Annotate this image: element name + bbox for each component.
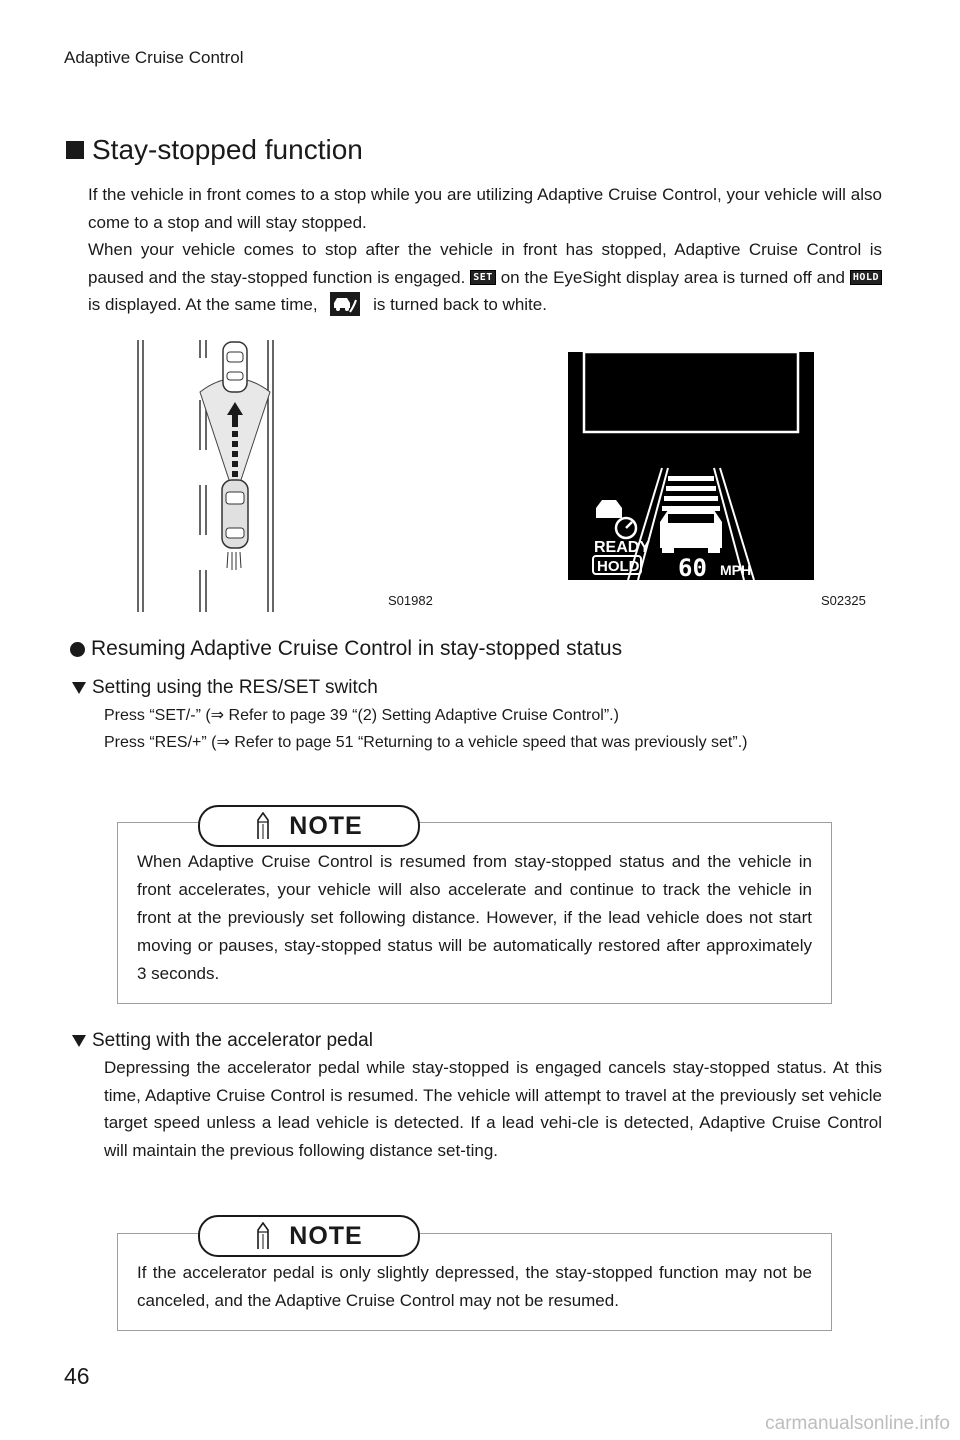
eyesight-display [568,352,814,580]
intro-text [88,181,882,325]
section-title: Stay-stopped function [92,134,363,165]
display-hold-label: HOLD [597,558,640,575]
square-bullet-icon [66,141,84,159]
lead-car-icon [223,342,247,392]
car-speedometer-icon [596,500,636,538]
triangle-bullet-icon [72,682,86,694]
intro-p2-a: When your vehicle comes to stop after the vehicle in front has stopped, Adaptive Cruise Control is paused and the stay-stopped function is engaged. [88,240,882,287]
pedal-heading: Setting with the accelerator pedal [72,1030,373,1052]
note-text-1: When Adaptive Cruise Control is resumed from stay-stopped status and the vehicle in front accelerates, your vehicle will also accelerate and continue to track the vehicle in front at the previously set following distance. However, if the lead vehicle does not start moving or pauses, stay-stopped status will be automatically restored after approximately 3 seconds. [137,852,812,983]
note-label-1: NOTE [198,805,420,847]
intro-p2-b: on the EyeSight display area is turned off and [500,267,845,287]
triangle-bullet-icon [72,1035,86,1047]
note-label-2: NOTE [198,1215,420,1257]
resume-heading: Resuming Adaptive Cruise Control in stay-stopped status [70,637,622,661]
lane-illustration [130,330,290,615]
figure-code-display: S02325 [821,593,866,608]
lead-car-icon [660,510,722,553]
section-heading [66,134,363,166]
res-set-instructions [104,702,882,756]
page-number: 46 [64,1363,90,1389]
running-header: Adaptive Cruise Control [64,48,244,67]
note-pen-icon [255,812,271,840]
lead-vehicle-indicator-icon [330,292,360,325]
watermark: carmanualsonline.info [765,1413,950,1434]
own-car-icon [222,480,248,548]
circle-bullet-icon [70,642,85,657]
intro-p2-c: is displayed. At the same time, [88,295,318,314]
res-set-heading: Setting using the RES/SET switch [72,677,378,699]
set-indicator-icon: SET [470,270,496,285]
figure-code-lanes: S01982 [388,593,433,608]
display-ready-label: READY [594,539,651,556]
note-text-2: If the accelerator pedal is only slightly depressed, the stay-stopped function may not be canceled, and the Adaptive Cruise Control may not be resumed. [137,1263,812,1310]
res-set-line-2: Press “RES/+” (⇒ Refer to page 51 “Returning to a vehicle speed that was previously set”.) [104,734,748,751]
display-speed: 60 [678,554,707,580]
note-pen-icon [255,1222,271,1250]
intro-p1: If the vehicle in front comes to a stop while you are utilizing Adaptive Cruise Control, your vehicle will also come to a stop and will stay stopped. [88,185,882,232]
pedal-text: Depressing the accelerator pedal while stay-stopped is engaged cancels stay-stopped status. At this time, Adaptive Cruise Control is resumed. The vehicle will attempt to travel at the previously set vehicle target speed unless a lead vehicle is detected. If a lead vehi-cle is detected, Adaptive Cruise Control will maintain the previous following distance set-ting. [104,1058,882,1160]
display-speed-unit: MPH [720,562,752,578]
res-set-line-1: Press “SET/-” (⇒ Refer to page 39 “(2) Setting Adaptive Cruise Control”.) [104,707,619,724]
hold-indicator-icon: HOLD [850,270,882,285]
intro-p2-d: is turned back to white. [373,295,547,314]
